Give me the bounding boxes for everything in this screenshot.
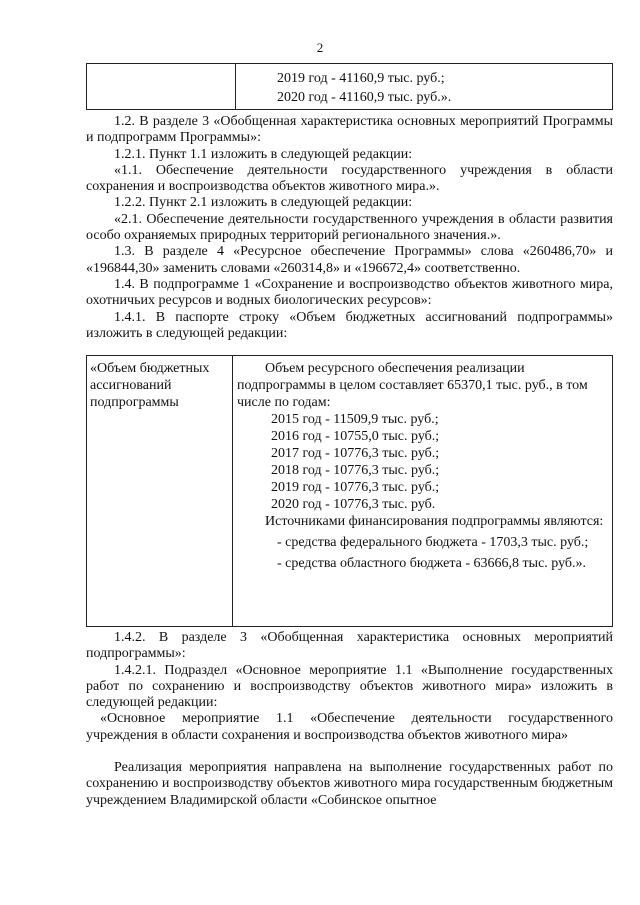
paragraph-1-4-2-1: 1.4.2.1. Подраздел «Основное мероприятие 1.1 «Выполнение государственных работ по сохранению и воспроизводству объектов животного мира» изложить в следующей редакции:: [86, 662, 613, 711]
funding-table-content: [237, 360, 605, 572]
paragraph-1-4: 1.4. В подпрограмме 1 «Сохранение и воспроизводство объектов животного мира, охотничьих ресурсов и водных биологических ресурсов»:: [86, 276, 613, 309]
funding-year-2017: 2017 год - 10776,3 тыс. руб.;: [271, 446, 440, 461]
funding-year-2015: 2015 год - 11509,9 тыс. руб.;: [271, 412, 439, 427]
funding-source-regional: - средства областного бюджета - 63666,8 тыс. руб.».: [277, 556, 587, 571]
year-line-2019: 2019 год - 41160,9 тыс. руб.;: [277, 71, 445, 86]
funding-source-federal: - средства федерального бюджета - 1703,3 тыс. руб.;: [277, 535, 589, 550]
funding-year-2018: 2018 год - 10776,3 тыс. руб.;: [271, 463, 440, 478]
funding-year-2016: 2016 год - 10755,0 тыс. руб.;: [271, 429, 440, 444]
year-line-2020: 2020 год - 41160,9 тыс. руб.».: [277, 90, 452, 105]
page-number: 2: [316, 40, 324, 55]
funding-sources-intro: Источниками финансирования подпрограммы являются:: [265, 514, 604, 529]
paragraph-1-4-2: 1.4.2. В разделе 3 «Обобщенная характеристика основных мероприятий подпрограммы»:: [86, 630, 613, 662]
paragraph-1-1-text: «1.1. Обеспечение деятельности государственного учреждения в области сохранения и воспроизводства объектов животного мира.».: [86, 162, 613, 195]
paragraph-1-2-2: 1.2.2. Пункт 2.1 изложить в следующей редакции:: [114, 195, 413, 211]
paragraph-1-4-1: 1.4.1. В паспорте строку «Объем бюджетных ассигнований подпрограммы» изложить в следующей редакции:: [86, 309, 613, 341]
table-column-divider: [235, 64, 236, 109]
activity-implementation-paragraph: Реализация мероприятия направлена на выполнение государственных работ по сохранению и воспроизводству объектов животного мира государственным бюджетным учреждением Владимирской области «Собинское опытное: [86, 760, 613, 808]
paragraph-1-2: 1.2. В разделе 3 «Обобщенная характеристика основных мероприятий Программы и подпрограмм Программы»:: [86, 114, 613, 146]
funding-table-label: «Объем бюджетных ассигнований подпрограммы: [90, 361, 210, 410]
paragraph-1-3: 1.3. В разделе 4 «Ресурсное обеспечение Программы» слова «260486,70» и «196844,30» заменить словами «260314,8» и «196672,4» соответственно.: [86, 244, 613, 276]
paragraph-2-1-text: «2.1. Обеспечение деятельности государственного учреждения в области развития особо охраняемых природных территорий регионального значения.».: [86, 211, 613, 244]
funding-intro: Объем ресурсного обеспечения реализации подпрограммы в целом составляет 65370,1 тыс. руб., в том числе по годам:: [237, 361, 588, 410]
funding-year-2020: 2020 год - 10776,3 тыс. руб.: [271, 497, 436, 512]
main-activity-1-1-heading: «Основное мероприятие 1.1 «Обеспечение деятельности государственного учреждения в области сохранения и воспроизводства объектов животного мира»: [86, 711, 613, 743]
budget-table-continuation: [86, 63, 613, 110]
amendments-section-1: [86, 114, 613, 342]
subprogram-funding-table: [86, 355, 613, 627]
table-column-divider: [232, 356, 233, 626]
table-cell-years: [277, 69, 451, 107]
paragraph-1-2-1: 1.2.1. Пункт 1.1 изложить в следующей редакции:: [114, 146, 413, 162]
funding-year-2019: 2019 год - 10776,3 тыс. руб.;: [271, 480, 440, 495]
amendments-section-2: [86, 630, 613, 809]
